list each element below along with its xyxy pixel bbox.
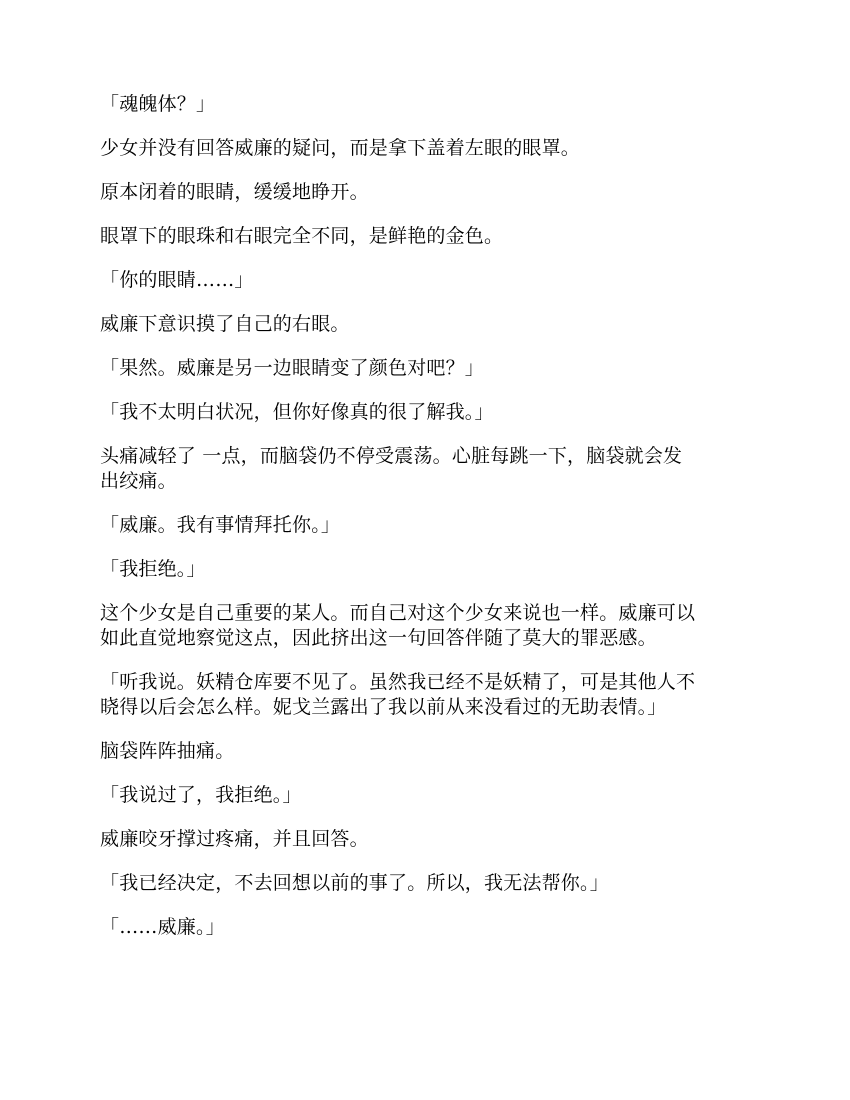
paragraph: 少女并没有回答威廉的疑问，而是拿下盖着左眼的眼罩。 xyxy=(100,137,581,159)
paragraph: 眼罩下的眼珠和右眼完全不同，是鲜艳的金色。 xyxy=(100,225,504,247)
paragraph: 「……威廉。」 xyxy=(100,916,225,938)
paragraph: 头痛减轻了 一点，而脑袋仍不停受震荡。心脏每跳一下，脑袋就会发 出绞痛。 xyxy=(100,445,683,492)
paragraph: 「你的眼睛……」 xyxy=(100,269,254,291)
paragraph: 「我拒绝。」 xyxy=(100,558,206,580)
paragraph: 「魂魄体？」 xyxy=(100,93,216,115)
paragraph: 威廉咬牙撑过疼痛，并且回答。 xyxy=(100,828,369,850)
paragraph: 「我已经决定，不去回想以前的事了。所以，我无法帮你。」 xyxy=(100,872,609,894)
paragraph: 「果然。威廉是另一边眼睛变了颜色对吧？」 xyxy=(100,357,485,379)
paragraph: 原本闭着的眼睛，缓缓地睁开。 xyxy=(100,181,369,203)
paragraph: 威廉下意识摸了自己的右眼。 xyxy=(100,313,350,335)
paragraph: 「威廉。我有事情拜托你。」 xyxy=(100,514,341,536)
paragraph: 「我说过了，我拒绝。」 xyxy=(100,784,302,806)
paragraph: 脑袋阵阵抽痛。 xyxy=(100,740,235,762)
paragraph: 这个少女是自己重要的某人。而自己对这个少女来说也一样。威廉可以 如此直觉地察觉这点，因此挤出这一句回答伴随了莫大的罪恶感。 xyxy=(100,602,696,649)
paragraph: 「我不太明白状况，但你好像真的很了解我。」 xyxy=(100,401,494,423)
paragraph: 「听我说。妖精仓库要不见了。虽然我已经不是妖精了，可是其他人不 晓得以后会怎么样。妮戈兰露出了我以前从来没看过的无助表情。」 xyxy=(100,671,696,718)
